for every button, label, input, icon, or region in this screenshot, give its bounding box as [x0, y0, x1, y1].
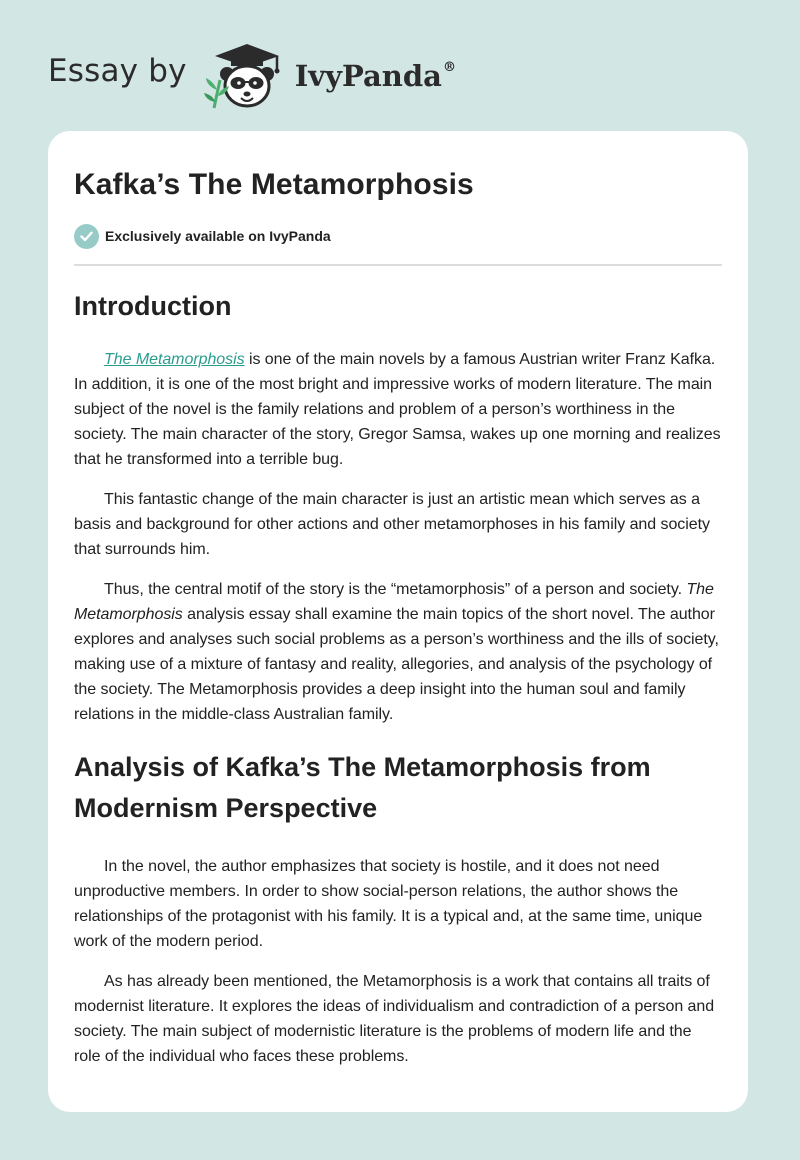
- paragraph: This fantastic change of the main character is just an artistic mean which serves as a basis and background for other actions and other metamorphoses in his family and society that surrounds him.: [74, 491, 710, 558]
- exclusive-badge: [74, 222, 722, 250]
- essay-card: [48, 131, 748, 1112]
- paragraph: The Metamorphosis is one of the main novels by a famous Austrian writer Franz Kafka. In addition, it is one of the most bright and impressive works of modern literature. The main subject of the novel is the family relations and problem of a person’s worthiness in the society. The main character of the story, Gregor Samsa, wakes up one morning and realizes that he transformed into a terrible bug.: [74, 351, 721, 468]
- book-title-italic: The Metamorphosis: [74, 581, 714, 623]
- checkmark-icon: [74, 224, 99, 249]
- paragraph: In the novel, the author emphasizes that society is hostile, and it does not need unproductive members. In order to show social-person relations, the author shows the relationships of the protagonist with his family. It is a typical and, at the same time, unique work of the modern period.: [74, 858, 703, 950]
- site-header: [48, 36, 456, 110]
- paragraph: Thus, the central motif of the story is the “metamorphosis” of a person and society. The Metamorphosis analysis essay shall examine the main topics of the short novel. The author explores and analyses such social problems as a person’s worthiness and the ills of society, making use of a mixture of fantasy and reality, allegories, and analysis of the psychology of the society. The Metamorphosis provides a deep insight into the human soul and family relations in the middle-class Australian family.: [74, 581, 719, 723]
- section-heading-introduction: Introduction: [74, 291, 232, 321]
- page-title: Kafka’s The Metamorphosis: [74, 168, 474, 201]
- paragraph: As has already been mentioned, the Metamorphosis is a work that contains all traits of modernist literature. It explores the ideas of individualism and contradiction of a person and society. The main subject of modernistic literature is the problems of modern life and the role of the individual who faces these problems.: [74, 973, 715, 1065]
- registered-mark: ®: [442, 60, 456, 75]
- section-heading-analysis: Analysis of Kafka’s The Metamorphosis from Modernism Perspective: [74, 752, 651, 823]
- essay-by-label: Essay by: [48, 53, 187, 89]
- exclusive-label: Exclusively available on IvyPanda: [105, 228, 331, 244]
- brand-name[interactable]: IvyPanda®: [294, 59, 456, 93]
- ivypanda-logo-icon[interactable]: [201, 36, 293, 110]
- book-link[interactable]: The Metamorphosis: [104, 351, 245, 368]
- divider: [74, 264, 722, 266]
